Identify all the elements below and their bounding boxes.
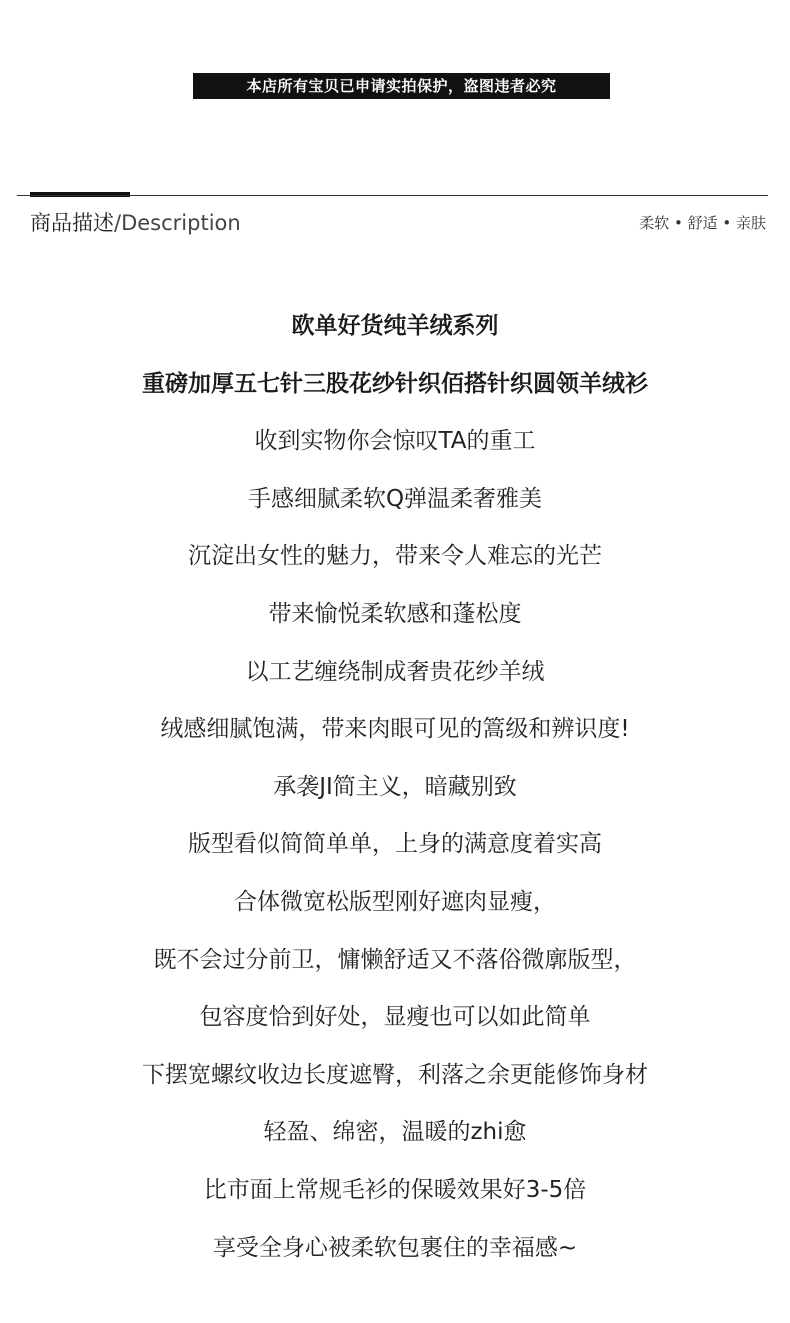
description-line: 包容度恰到好处，显瘦也可以如此简单 — [199, 1004, 591, 1031]
description-line: 合体微宽松版型刚好遮肉显瘦， — [234, 888, 556, 915]
headline-series: 欧单好货纯羊绒系列 — [291, 313, 499, 339]
headline-product: 重磅加厚五七针三股花纱针织佰搭针织圆领羊绒衫 — [142, 370, 648, 397]
section-title-cn: 商品描述 — [30, 211, 114, 235]
description-line: 轻盈、绵密，温暖的zhi愈 — [263, 1119, 527, 1146]
section-title-separator: / — [114, 211, 122, 235]
description-line: 承袭JI简主义，暗藏别致 — [273, 773, 517, 800]
description-line: 享受全身心被柔软包裹住的幸福感~ — [212, 1234, 578, 1261]
section-title-en: Description — [121, 211, 241, 235]
description-line: 以工艺缠绕制成奢贵花纱羊绒 — [245, 658, 545, 685]
description-line: 沉淀出女性的魅力，带来令人难忘的光芒 — [188, 543, 602, 570]
description-line: 既不会过分前卫，慵懒舒适又不落俗微廓版型， — [153, 946, 637, 973]
description-line: 带来愉悦柔软感和蓬松度 — [268, 600, 522, 627]
description-line: 收到实物你会惊叹TA的重工 — [254, 428, 536, 455]
section-divider — [17, 195, 768, 196]
description-line: 版型看似简简单单，上身的满意度着实高 — [188, 831, 602, 858]
description-line: 下摆宽螺纹收边长度遮臀，利落之余更能修饰身材 — [142, 1061, 648, 1088]
section-tags: 柔软 • 舒适 • 亲肤 — [639, 214, 766, 232]
copyright-notice-banner: 本店所有宝贝已申请实拍保护，盗图违者必究 — [193, 73, 610, 99]
description-line: 比市面上常规毛衫的保暖效果好3-5倍 — [203, 1176, 587, 1203]
section-title — [30, 209, 241, 237]
description-line: 手感细腻柔软Q弹温柔奢雅美 — [247, 485, 543, 512]
description-line: 绒感细腻饱满，带来肉眼可见的篙级和辨识度! — [160, 716, 630, 743]
product-description — [0, 306, 790, 1285]
